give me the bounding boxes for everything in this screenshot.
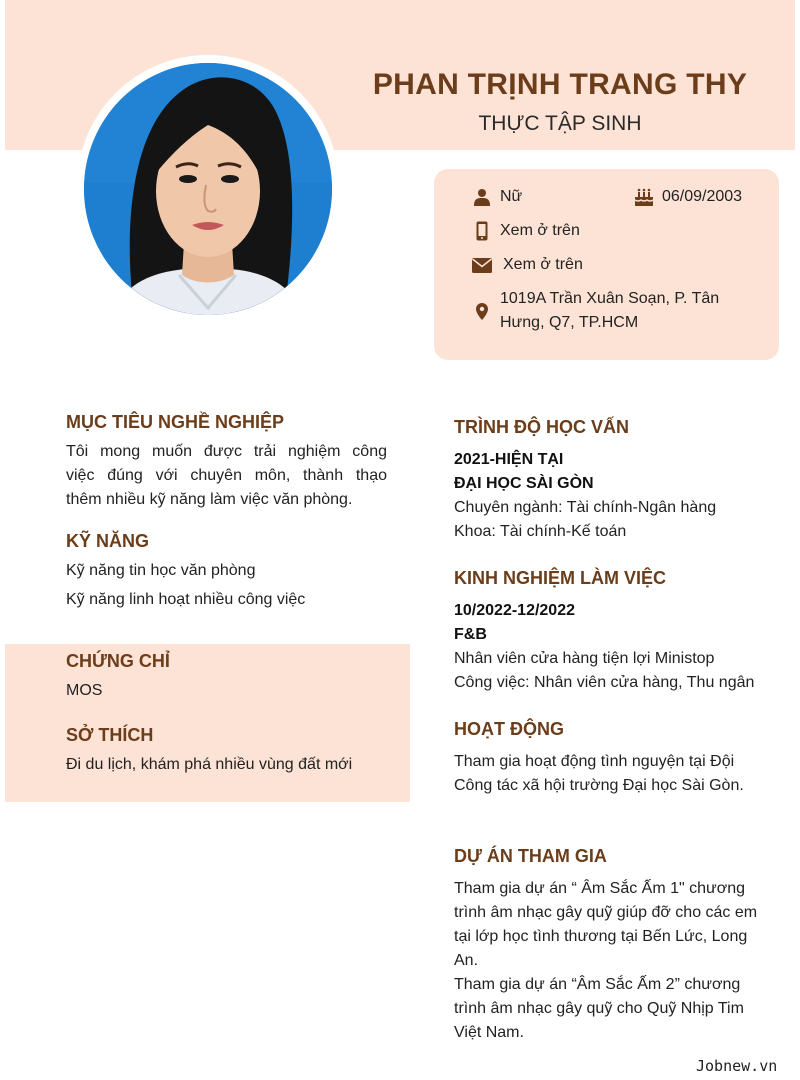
phone-icon	[470, 219, 494, 243]
experience-company: F&B	[454, 626, 487, 643]
address-line-1: 1019A Trần Xuân Soạn, P. Tân	[500, 290, 720, 307]
activities-title: HOẠT ĐỘNG	[454, 719, 564, 739]
email-value: Xem ở trên	[503, 256, 583, 273]
activity-line: Tham gia hoạt động tình nguyện tại Đội	[454, 753, 735, 770]
project-line: Việt Nam.	[454, 1024, 524, 1041]
candidate-name: PHAN TRỊNH TRANG THY	[372, 68, 748, 101]
project-line: Tham gia dự án “Âm Sắc Ấm 2” chương	[454, 976, 741, 993]
education-school: ĐẠI HỌC SÀI GÒN	[454, 475, 594, 492]
project-line: Tham gia dự án “ Âm Sắc Ấm 1" chương	[454, 880, 746, 897]
birthday-row	[632, 185, 742, 209]
education-period: 2021-HIỆN TẠI	[454, 451, 564, 468]
avatar-portrait	[84, 63, 332, 315]
project-line: trình âm nhạc gây quỹ cho Quỹ Nhịp Tim	[454, 1000, 744, 1017]
education-faculty: Khoa: Tài chính-Kế toán	[454, 523, 627, 540]
hobby-item: Đi du lịch, khám phá nhiều vùng đất mới	[66, 756, 353, 773]
contact-info-box	[434, 169, 779, 360]
activity-line: Công tác xã hội trường Đại học Sài Gòn.	[454, 777, 744, 794]
watermark-text: Jobnew.vn	[696, 1057, 778, 1075]
email-row	[470, 253, 583, 277]
skill-item: Kỹ năng tin học văn phòng	[66, 562, 256, 579]
location-pin-icon	[470, 299, 494, 323]
experience-period: 10/2022-12/2022	[454, 602, 575, 619]
gender-value: Nữ	[500, 188, 523, 205]
hobbies-title: SỞ THÍCH	[66, 725, 154, 745]
project-line: trình âm nhạc gây quỹ giúp đỡ cho các em	[454, 904, 758, 921]
projects-title: DỰ ÁN THAM GIA	[454, 846, 607, 866]
address-row	[470, 287, 719, 335]
user-icon	[470, 185, 494, 209]
objective-line: Tôi mong muốn được trải nghiệm công	[66, 443, 387, 460]
certificate-item: MOS	[66, 682, 103, 699]
birthday-value: 06/09/2003	[662, 188, 743, 205]
experience-title: KINH NGHIỆM LÀM VIỆC	[454, 568, 667, 588]
envelope-icon	[470, 253, 494, 277]
experience-position: Nhân viên cửa hàng tiện lợi Ministop	[454, 650, 715, 667]
candidate-role: THỰC TẬP SINH	[478, 112, 642, 135]
certificates-title: CHỨNG CHỈ	[66, 651, 170, 671]
skills-title: KỸ NĂNG	[66, 531, 150, 551]
project-line: An.	[454, 952, 479, 969]
skill-item: Kỹ năng linh hoạt nhiều công việc	[66, 591, 306, 608]
gender-row	[470, 185, 522, 209]
project-line: tại lớp học tình thương tại Bến Lức, Long	[454, 928, 748, 945]
address-line-2: Hưng, Q7, TP.HCM	[500, 314, 639, 331]
address-value	[500, 287, 719, 335]
birthday-cake-icon	[632, 185, 656, 209]
objective-text	[66, 440, 387, 512]
objective-line: việc đúng với chuyên môn, thành thạo	[66, 467, 387, 484]
objective-line: thêm nhiều kỹ năng làm việc văn phòng.	[66, 491, 353, 508]
phone-value: Xem ở trên	[500, 222, 580, 239]
phone-row	[470, 219, 580, 243]
avatar	[84, 63, 332, 315]
objective-title: MỤC TIÊU NGHỀ NGHIỆP	[66, 412, 285, 432]
experience-duties: Công việc: Nhân viên cửa hàng, Thu ngân	[454, 674, 755, 691]
education-title: TRÌNH ĐỘ HỌC VẤN	[454, 417, 629, 437]
education-major: Chuyên ngành: Tài chính-Ngân hàng	[454, 499, 717, 516]
